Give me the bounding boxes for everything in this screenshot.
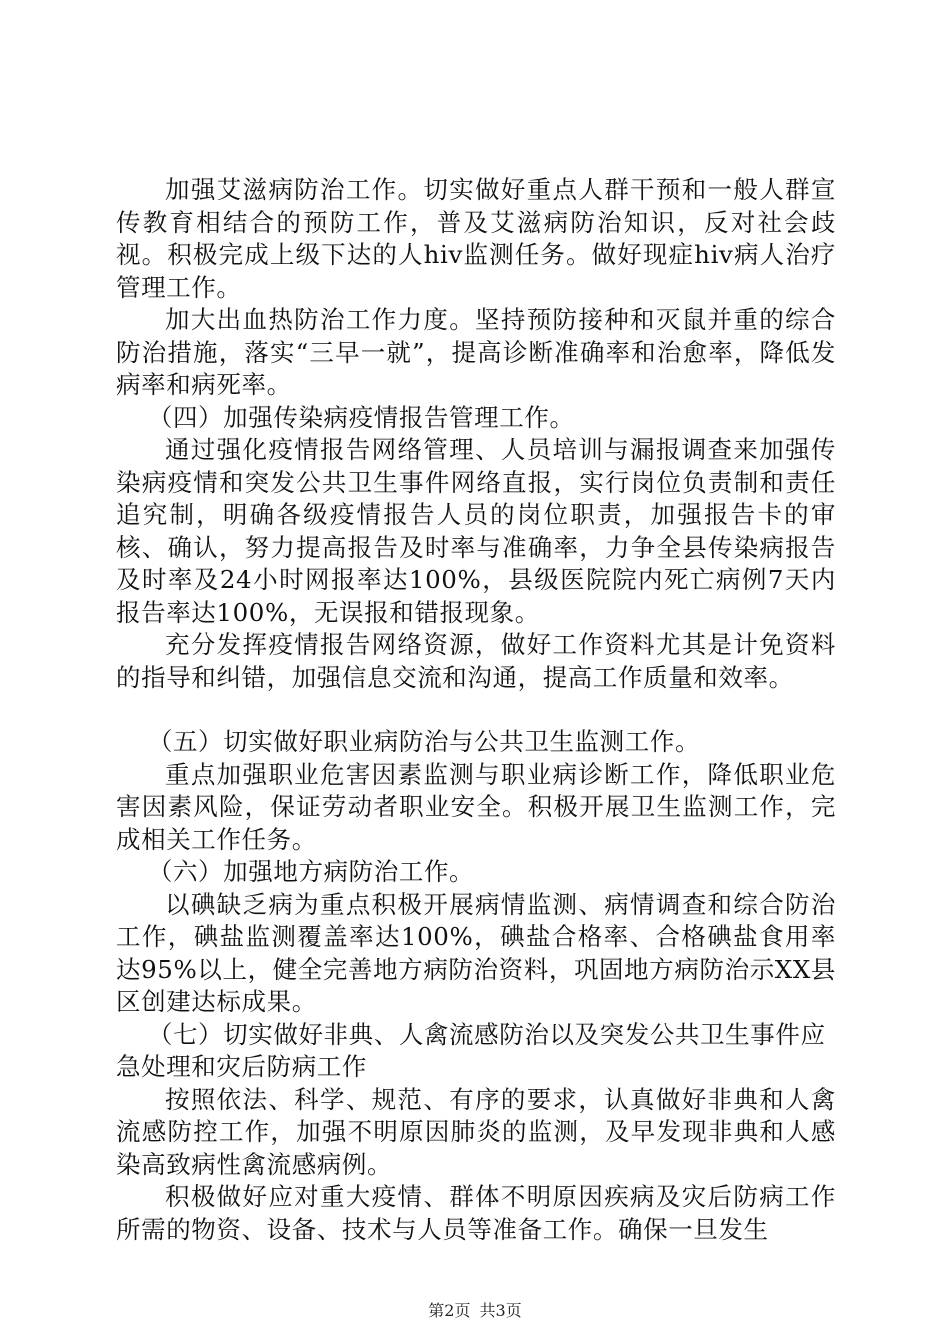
page-number-current: 第2页 <box>428 1301 471 1320</box>
paragraph-emergency-preparation: 积极做好应对重大疫情、群体不明原因疾病及灾后防病工作所需的物资、设备、技术与人员等准备工作。确保一旦发生 <box>116 1182 836 1244</box>
paragraph-reporting-network: 充分发挥疫情报告网络资源，做好工作资料尤其是计免资料的指导和纠错，加强信息交流和沟通，提高工作质量和效率。 <box>116 630 836 692</box>
paragraph-occupational-disease: 重点加强职业危害因素监测与职业病诊断工作，降低职业危害因素风险，保证劳动者职业安全。积极开展卫生监测工作，完成相关工作任务。 <box>116 759 836 854</box>
document-body <box>116 174 836 1246</box>
paragraph-hemorrhagic-fever: 加大出血热防治工作力度。坚持预防接种和灭鼠并重的综合防治措施，落实“三早一就”，提高诊断准确率和治愈率，降低发病率和病死率。 <box>116 305 836 399</box>
paragraph-endemic-disease: 以碘缺乏病为重点积极开展病情监测、病情调查和综合防治工作，碘盐监测覆盖率达100%，碘盐合格率、合格碘盐食用率达95%以上，健全完善地方病防治资料，巩固地方病防治示XX县区创建达标成果。 <box>116 889 836 1016</box>
paragraph-aids-prevention: 加强艾滋病防治工作。切实做好重点人群干预和一般人群宣传教育相结合的预防工作，普及艾滋病防治知识，反对社会歧视。积极完成上级下达的人hiv监测任务。做好现症hiv病人治疗管理工作。 <box>116 175 836 302</box>
paragraph-epidemic-reporting: 通过强化疫情报告网络管理、人员培训与漏报调查来加强传染病疫情和突发公共卫生事件网络直报，实行岗位负责制和责任追究制，明确各级疫情报告人员的岗位职责，加强报告卡的审核、确认，努力提高报告及时率与准确率，力争全县传染病报告及时率及24小时网报率达100%，县级医院院内死亡病例7天内报告率达100%，无误报和错报现象。 <box>116 435 836 627</box>
section-heading-7: （七）切实做好非典、人禽流感防治以及突发公共卫生事件应急处理和灾后防病工作 <box>116 1019 826 1081</box>
page-number-total: 共3页 <box>479 1301 522 1320</box>
section-heading-5: （五）切实做好职业病防治与公共卫生监测工作。 <box>147 727 701 756</box>
paragraph-sars-avian-flu: 按照依法、科学、规范、有序的要求，认真做好非典和人禽流感防控工作，加强不明原因肺炎的监测，及早发现非典和人感染高致病性禽流感病例。 <box>116 1084 836 1179</box>
section-heading-6: （六）加强地方病防治工作。 <box>147 857 475 886</box>
section-heading-4: （四）加强传染病疫情报告管理工作。 <box>147 402 575 432</box>
page-footer <box>0 1298 950 1321</box>
